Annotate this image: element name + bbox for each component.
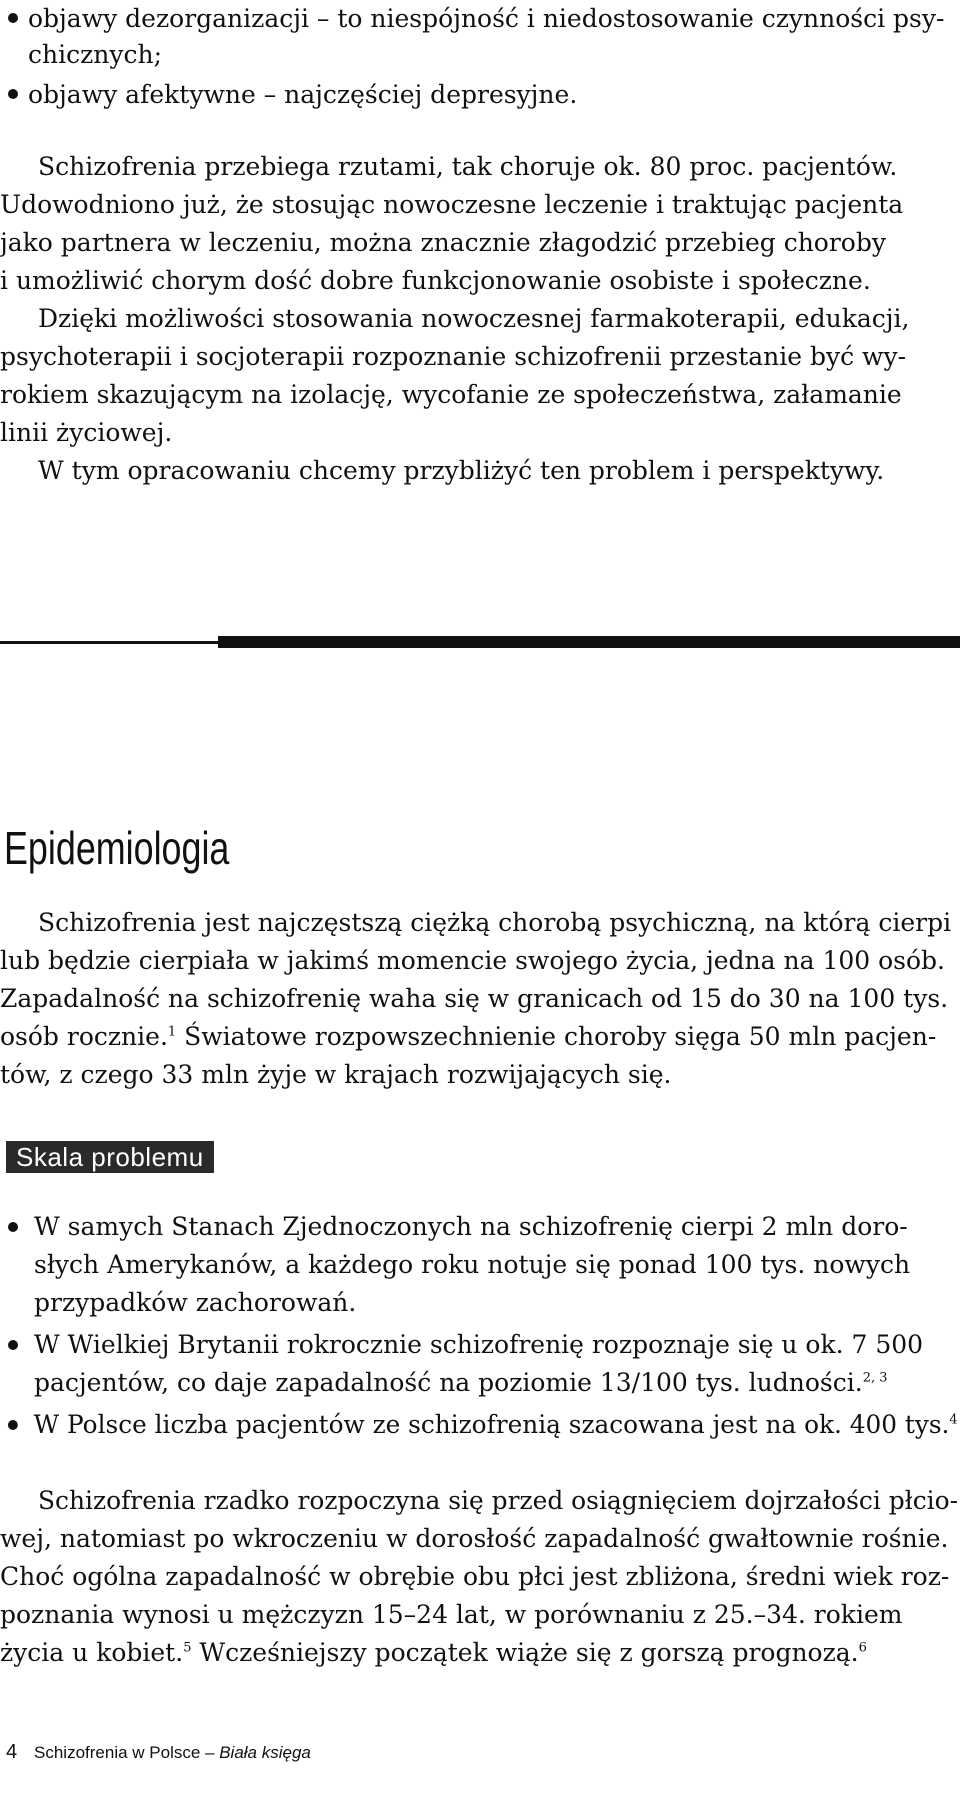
list-item-line: objawy afektywne – najczęściej depresyjne.: [28, 80, 578, 109]
list-item-line: słych Amerykanów, a każdego roku notuje się ponad 100 tys. nowych: [34, 1250, 911, 1279]
text-run: pacjentów, co daje zapadalność na poziomie 13/100 tys. ludności.: [34, 1368, 863, 1397]
bullet-dot: [8, 89, 18, 99]
subsection-label: Skala problemu: [6, 1141, 214, 1173]
list-item-line: W samych Stanach Zjednoczonych na schizofrenię cierpi 2 mln doro-: [34, 1212, 908, 1241]
text-run: Wcześniejszy początek wiąże się z gorszą prognozą.: [191, 1638, 859, 1667]
text-run: W Polsce liczba pacjentów ze schizofrenią szacowana jest na ok. 400 tys.: [33, 1410, 950, 1439]
bullet-dot: [8, 1420, 18, 1430]
paragraph-line: Choć ogólna zapadalność w obrębie obu płci jest zbliżona, średni wiek roz-: [0, 1562, 950, 1591]
paragraph-line: [0, 1018, 936, 1057]
bullet-dot: [8, 1340, 18, 1350]
bullet-dot: [8, 13, 18, 23]
text-run: życia u kobiet.: [0, 1638, 184, 1667]
footer-book-title: Schizofrenia w Polsce –: [34, 1743, 220, 1762]
paragraph-line: Udowodniono już, że stosując nowoczesne leczenie i traktując pacjenta: [0, 190, 904, 219]
section-heading: Epidemiologia: [4, 822, 230, 874]
footnote-ref: 1: [167, 1024, 177, 1040]
paragraph-line: Dzięki możliwości stosowania nowoczesnej farmakoterapii, edukacji,: [38, 304, 910, 333]
footnote-ref: 6: [858, 1640, 867, 1656]
paragraph-line: jako partnera w leczeniu, można znacznie złagodzić przebieg choroby: [0, 228, 886, 257]
list-item-line: przypadków zachorowań.: [34, 1288, 357, 1317]
paragraph-line: Schizofrenia przebiega rzutami, tak choruje ok. 80 proc. pacjentów.: [38, 152, 898, 181]
text-run: osób rocznie.: [0, 1022, 168, 1051]
paragraph-line: poznania wynosi u mężczyzn 15–24 lat, w porównaniu z 25.–34. rokiem: [0, 1600, 903, 1629]
paragraph-line: lub będzie cierpiała w jakimś momencie swojego życia, jedna na 100 osób.: [0, 946, 946, 975]
text-run: Światowe rozpowszechnienie choroby sięga 50 mln pacjen-: [176, 1022, 937, 1051]
footnote-ref: 2, 3: [862, 1370, 888, 1386]
paragraph-line: Schizofrenia rzadko rozpoczyna się przed osiągnięciem dojrzałości płcio-: [38, 1486, 959, 1515]
footnote-ref: 4: [949, 1412, 958, 1428]
list-item-line: [34, 1364, 888, 1403]
list-item-line: [34, 1406, 958, 1445]
paragraph-line: wej, natomiast po wkroczeniu w dorosłość zapadalność gwałtownie rośnie.: [0, 1524, 949, 1553]
paragraph-line: i umożliwić chorym dość dobre funkcjonowanie osobiste i społeczne.: [0, 266, 871, 295]
paragraph-line: rokiem skazującym na izolację, wycofanie ze społeczeństwa, załamanie: [0, 380, 902, 409]
paragraph-line: tów, z czego 33 mln żyje w krajach rozwijających się.: [0, 1060, 672, 1089]
footnote-ref: 5: [183, 1640, 192, 1656]
paragraph-line: Schizofrenia jest najczęstszą ciężką chorobą psychiczną, na którą cierpi: [38, 908, 952, 937]
paragraph-line: W tym opracowaniu chcemy przybliżyć ten problem i perspektywy.: [38, 456, 885, 485]
footer-book-subtitle: Biała księga: [219, 1743, 311, 1762]
paragraph-line: linii życiowej.: [0, 418, 173, 447]
footer-title: [34, 1742, 311, 1764]
section-divider-thin: [0, 641, 222, 644]
bullet-dot: [8, 1222, 18, 1232]
section-divider-thick: [218, 636, 960, 648]
paragraph-line: psychoterapii i socjoterapii rozpoznanie schizofrenii przestanie być wy-: [0, 342, 907, 371]
list-item-line: chicznych;: [28, 40, 163, 69]
list-item-line: objawy dezorganizacji – to niespójność i niedostosowanie czynności psy-: [28, 4, 945, 33]
paragraph-line: Zapadalność na schizofrenię waha się w granicach od 15 do 30 na 100 tys.: [0, 984, 949, 1013]
paragraph-line: [0, 1634, 867, 1673]
list-item-line: W Wielkiej Brytanii rokrocznie schizofrenię rozpoznaje się u ok. 7 500: [34, 1330, 924, 1359]
page-number: 4: [6, 1741, 18, 1763]
